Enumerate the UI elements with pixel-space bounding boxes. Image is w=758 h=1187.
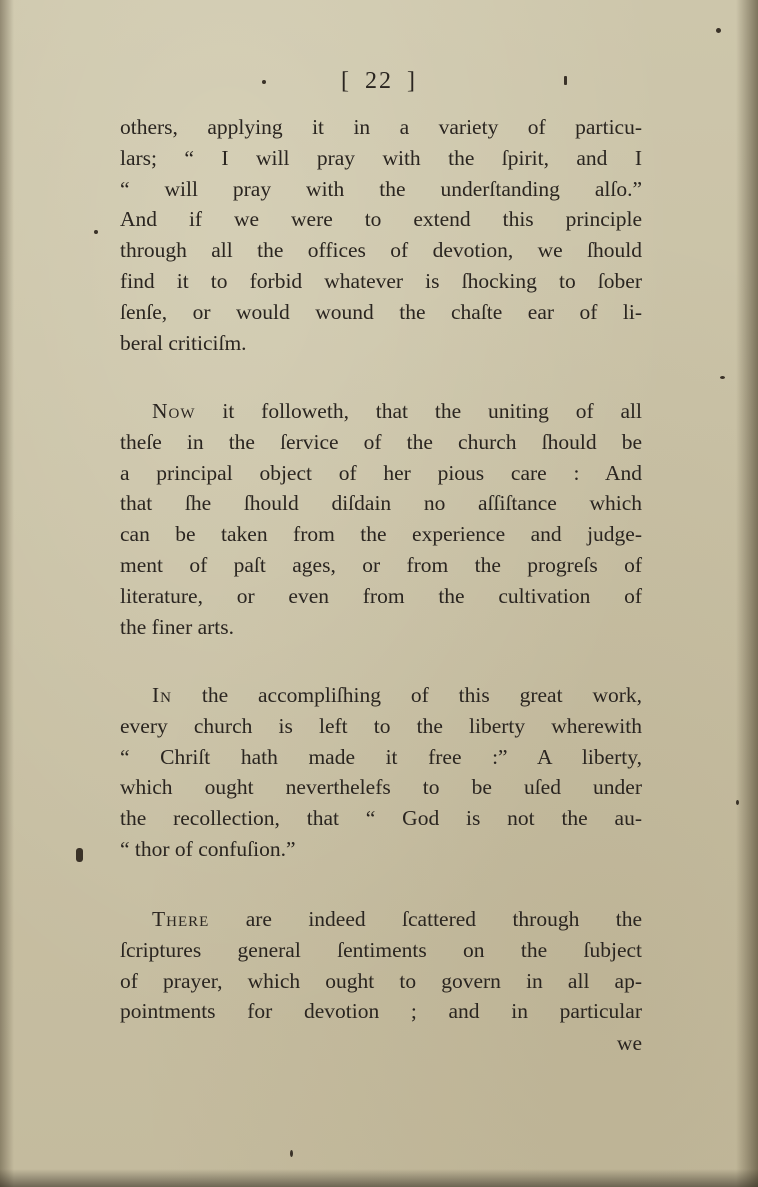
paragraph-4 bbox=[120, 904, 642, 1027]
paragraph-1 bbox=[120, 112, 642, 358]
text-line: every church is left to the liberty wherewith bbox=[120, 713, 642, 738]
header-open-bracket: [ bbox=[341, 68, 351, 94]
text-line: can be taken from the experience and judge- bbox=[120, 522, 642, 547]
ink-speck bbox=[290, 1150, 293, 1157]
paragraph-2 bbox=[120, 396, 642, 642]
text-line: through all the offices of devotion, we ſhould bbox=[120, 238, 642, 263]
text-line: a principal object of her pious care : And bbox=[120, 460, 642, 485]
paragraph-lead-word: There bbox=[152, 907, 210, 931]
ink-speck bbox=[76, 848, 83, 862]
ink-speck bbox=[716, 28, 721, 33]
text-line: find it to forbid whatever is ſhocking to ſober bbox=[120, 268, 642, 293]
text-line-rest: it followeth, that the uniting of all bbox=[195, 399, 642, 423]
text-line: lars; “ I will pray with the ſpirit, and I bbox=[120, 145, 642, 170]
page-header bbox=[0, 68, 758, 95]
text-line bbox=[120, 904, 642, 935]
text-line-rest: the accompliſhing of this great work, bbox=[172, 683, 642, 707]
text-line: others, applying it in a variety of particu- bbox=[120, 115, 642, 139]
page-bottom-shadow bbox=[0, 1169, 758, 1187]
text-line: And if we were to extend this principle bbox=[120, 207, 642, 232]
page-left-shadow bbox=[0, 0, 14, 1187]
text-line: literature, or even from the cultivation of bbox=[120, 583, 642, 608]
header-close-bracket: ] bbox=[407, 68, 417, 94]
text-line bbox=[120, 680, 642, 711]
text-line: the recollection, that “ God is not the au- bbox=[120, 806, 642, 831]
paragraph-lead-word: In bbox=[152, 683, 172, 707]
text-line: which ought neverthelefs to be uſed under bbox=[120, 775, 642, 800]
ink-speck bbox=[736, 800, 739, 805]
text-line: pointments for devotion ; and in particular bbox=[120, 999, 642, 1024]
page-number: 22 bbox=[365, 68, 393, 94]
ink-speck bbox=[94, 230, 98, 234]
text-line: that ſhe ſhould diſdain no aſſiſtance which bbox=[120, 491, 642, 516]
text-line: theſe in the ſervice of the church ſhould be bbox=[120, 429, 642, 454]
text-line: the finer arts. bbox=[120, 614, 235, 639]
page-right-shadow bbox=[736, 0, 758, 1187]
catchword: we bbox=[616, 1031, 642, 1055]
text-line: ment of paſt ages, or from the progreſs of bbox=[120, 552, 642, 577]
text-line: “ thor of confuſion.” bbox=[120, 836, 296, 861]
text-line: “ will pray with the underſtanding alſo.” bbox=[120, 176, 642, 201]
text-line: beral criticiſm. bbox=[120, 330, 247, 355]
ink-speck bbox=[720, 376, 725, 379]
text-line: ſenſe, or would wound the chaſte ear of li- bbox=[120, 299, 642, 324]
text-line-rest: are indeed ſcattered through the bbox=[209, 907, 642, 931]
text-line: of prayer, which ought to govern in all ap- bbox=[120, 968, 642, 993]
text-line: “ Chriſt hath made it free :” A liberty, bbox=[120, 744, 642, 769]
paragraph-3 bbox=[120, 680, 642, 865]
text-line: ſcriptures general ſentiments on the ſubject bbox=[120, 937, 642, 962]
text-line bbox=[120, 396, 642, 427]
paragraph-lead-word: Now bbox=[152, 399, 196, 423]
